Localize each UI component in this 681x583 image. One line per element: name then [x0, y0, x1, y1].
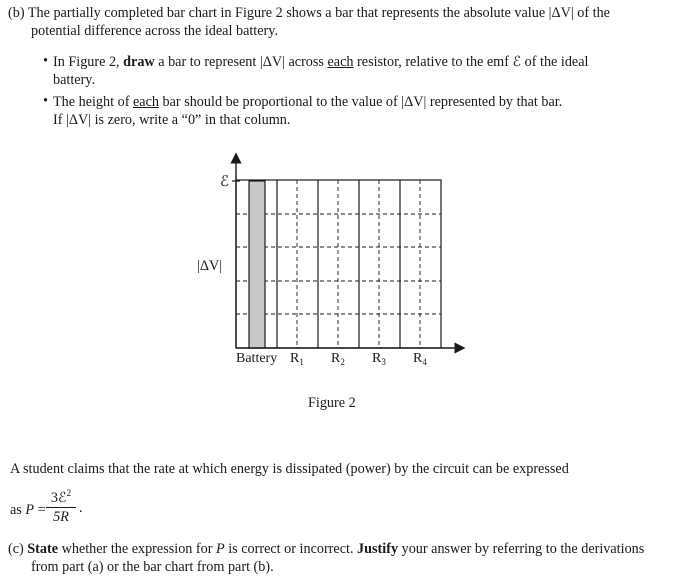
- part-b-intro-a: The partially completed bar chart in Figure 2 shows a bar that represents the absolute value: [27, 5, 546, 21]
- bullet1-pre: In Figure 2,: [53, 54, 120, 70]
- x-label-r2: $R_2$: [331, 351, 345, 367]
- bullet1-line2: battery.: [53, 72, 96, 88]
- part-b-line2: potential difference across the ideal battery.: [31, 23, 278, 39]
- bullet-dot-1: •: [43, 53, 48, 69]
- claim-equals: =: [37, 502, 46, 518]
- bullet1-emf: ℰ: [512, 54, 522, 70]
- part-c-text3: your answer by referring to the derivations: [401, 541, 645, 557]
- bullet-dot-2: •: [43, 93, 48, 109]
- numerator-text: 3ℰ: [50, 490, 67, 506]
- x-label-battery: Battery: [236, 351, 278, 366]
- claim-as-p-equals: [10, 502, 46, 519]
- claim-line1: A student claims that the rate at which energy is dissipated (power) by the circuit can be expressed: [10, 461, 569, 477]
- bullet2-post: bar should be proportional to the value of: [162, 94, 398, 110]
- bullet2-symbol: |ΔV|: [401, 94, 427, 110]
- bullet1-each: each: [327, 54, 354, 70]
- x-label-r4: $R_4$: [413, 351, 427, 367]
- part-c-line1: [8, 541, 644, 558]
- x-label-r3: $R_3$: [372, 351, 386, 367]
- fraction-numerator: [46, 490, 76, 508]
- bullet1-mid2: across: [288, 54, 324, 70]
- fraction-denominator: 5R: [53, 509, 69, 525]
- part-b-label: (b): [8, 5, 25, 21]
- part-c-line2: from part (a) or the bar chart from part (b).: [31, 559, 274, 575]
- part-c-state: State: [27, 541, 59, 557]
- part-c-text1: whether the expression for: [61, 541, 213, 557]
- dashed-gridlines: [236, 214, 441, 314]
- bullet1-post: resistor, relative to the emf: [357, 54, 509, 70]
- bullet2-post2: represented by that bar.: [429, 94, 563, 110]
- part-c-text2: is correct or incorrect.: [228, 541, 354, 557]
- part-c-p-var: P: [216, 541, 225, 557]
- bullet1-mid: a bar to represent: [158, 54, 257, 70]
- part-c-justify: Justify: [357, 541, 399, 557]
- bullet2-line2: If |ΔV| is zero, write a “0” in that column.: [53, 112, 291, 128]
- battery-bar: [249, 181, 265, 348]
- claim-p-var: P: [25, 502, 35, 518]
- bullet1-symbol: |ΔV|: [259, 54, 285, 70]
- x-label-r1: $R_1$: [290, 351, 304, 367]
- bullet2-each: each: [132, 94, 159, 110]
- bullet2-pre: The height of: [53, 94, 130, 110]
- power-fraction: [46, 490, 76, 526]
- part-b-intro-symbol: |ΔV|: [548, 5, 574, 21]
- y-tick-label-emf: ℰ: [220, 174, 230, 190]
- bullet1-post2: of the ideal: [524, 54, 589, 70]
- bullet1-bold-draw: draw: [123, 54, 155, 70]
- claim-period: .: [79, 500, 83, 516]
- figure-caption: Figure 2: [308, 395, 356, 411]
- part-c-label: (c): [8, 541, 24, 557]
- y-axis-label: |ΔV|: [197, 258, 223, 274]
- part-b-intro-b: of the: [577, 5, 610, 21]
- claim-as: as: [10, 502, 22, 518]
- numerator-exponent: 2: [66, 488, 72, 498]
- grid-frame: [236, 180, 441, 348]
